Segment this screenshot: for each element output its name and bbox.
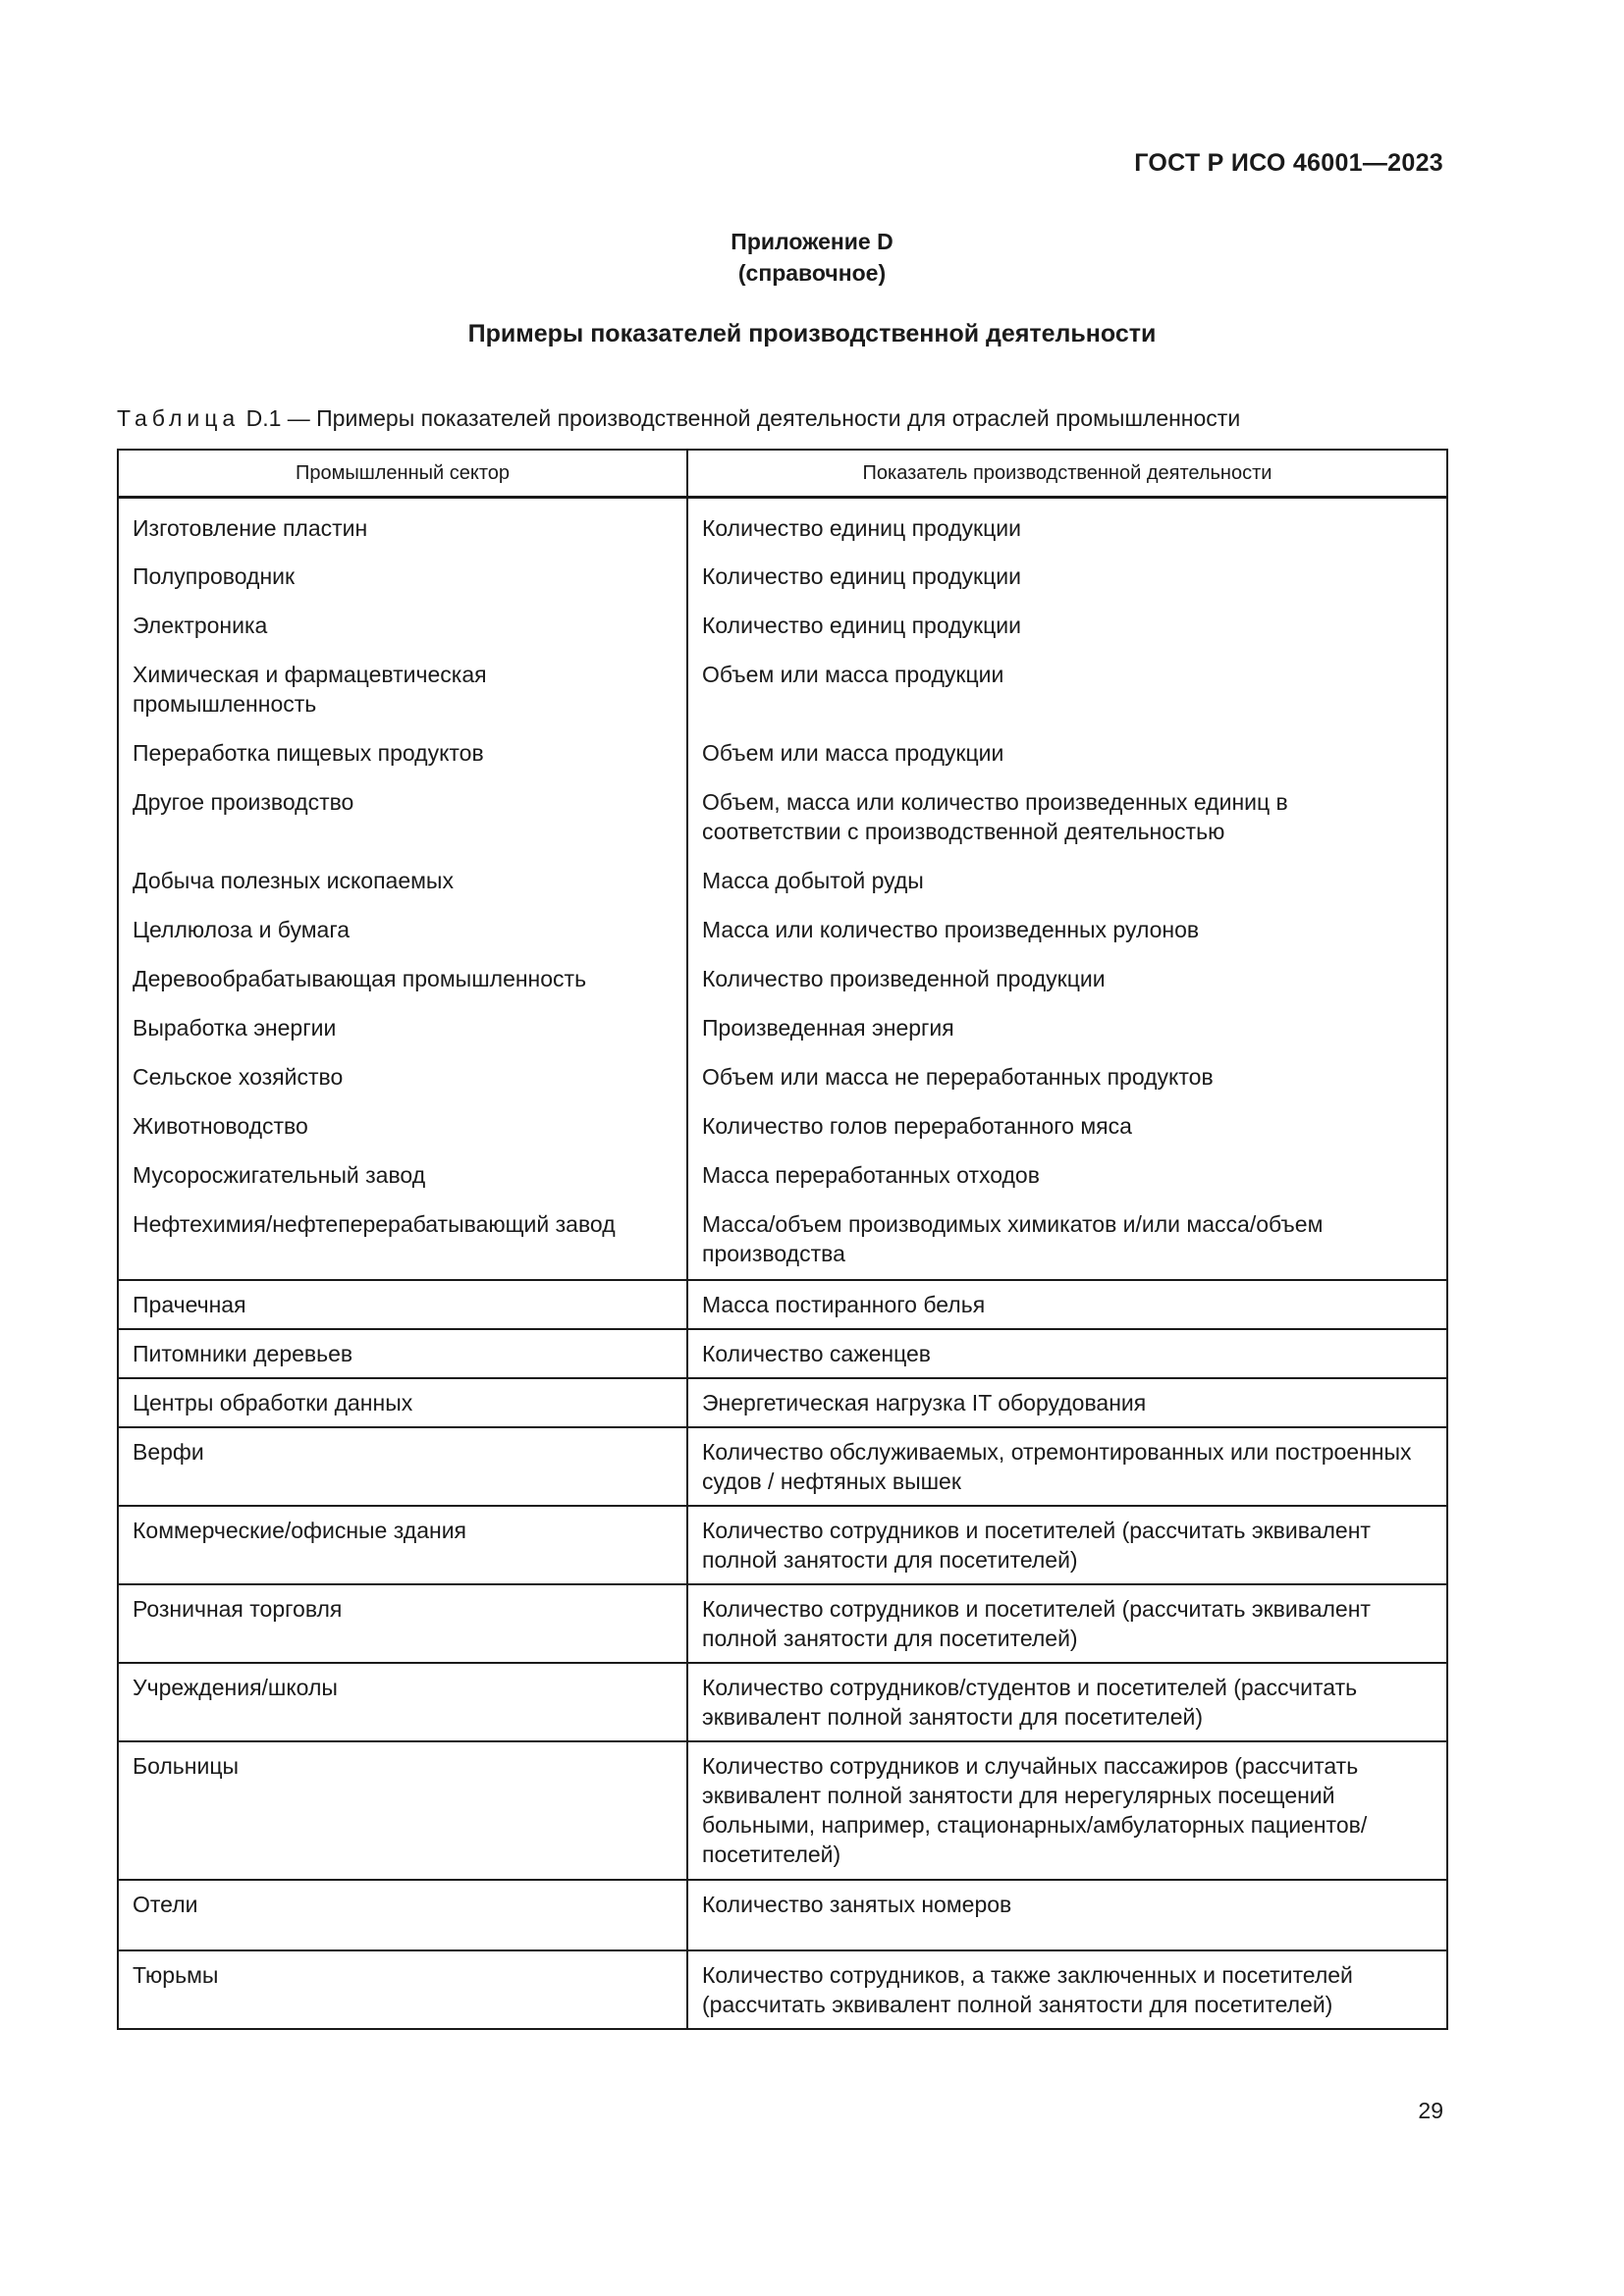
- indicator-cell: Количество саженцев: [687, 1329, 1447, 1378]
- table-row: [118, 651, 1447, 729]
- table-row: [118, 955, 1447, 1004]
- table-row: [118, 906, 1447, 955]
- indicator-cell: Количество сотрудников/студентов и посетителей (рассчитать эквивалент полной занятости для посетителей): [687, 1663, 1447, 1741]
- table-row: [118, 1053, 1447, 1102]
- indicator-cell: Количество голов переработанного мяса: [687, 1102, 1447, 1151]
- sector-cell: Питомники деревьев: [118, 1329, 687, 1378]
- indicator-cell: Количество единиц продукции: [687, 498, 1447, 553]
- sector-cell: Розничная торговля: [118, 1584, 687, 1663]
- indicator-cell: Объем или масса продукции: [687, 651, 1447, 729]
- sector-cell: Изготовление пластин: [118, 498, 687, 553]
- table-row: [118, 553, 1447, 602]
- indicator-cell: Количество произведенной продукции: [687, 955, 1447, 1004]
- table-row: [118, 1741, 1447, 1880]
- indicator-cell: Количество сотрудников, а также заключенных и посетителей (рассчитать эквивалент полной занятости для посетителей): [687, 1950, 1447, 2029]
- table-row: [118, 1280, 1447, 1329]
- indicator-cell: Масса/объем производимых химикатов и/или масса/объем производства: [687, 1201, 1447, 1280]
- table-row: [118, 778, 1447, 857]
- indicator-cell: Масса переработанных отходов: [687, 1151, 1447, 1201]
- indicator-cell: Масса постиранного белья: [687, 1280, 1447, 1329]
- sector-cell: Деревообрабатывающая промышленность: [118, 955, 687, 1004]
- indicator-cell: Объем или масса не переработанных продуктов: [687, 1053, 1447, 1102]
- sector-cell: Переработка пищевых продуктов: [118, 729, 687, 778]
- sector-cell: Животноводство: [118, 1102, 687, 1151]
- sector-cell: Электроника: [118, 602, 687, 651]
- table-row: [118, 857, 1447, 906]
- table-row: [118, 1329, 1447, 1378]
- table-caption-label: Таблица: [117, 405, 241, 431]
- table-row: [118, 1880, 1447, 1950]
- sector-cell: Коммерческие/офисные здания: [118, 1506, 687, 1584]
- sector-cell: Химическая и фармацевтическая промышленность: [118, 651, 687, 729]
- sector-cell: Прачечная: [118, 1280, 687, 1329]
- table-row: [118, 1102, 1447, 1151]
- table-row: [118, 1950, 1447, 2029]
- table-caption-text: D.1 — Примеры показателей производственной деятельности для отраслей промышленности: [245, 405, 1241, 431]
- table-row: [118, 602, 1447, 651]
- table-header-row: [118, 450, 1447, 498]
- indicators-table: [117, 449, 1448, 2030]
- indicator-cell: Объем или масса продукции: [687, 729, 1447, 778]
- table-row: [118, 729, 1447, 778]
- indicator-cell: Объем, масса или количество произведенных единиц в соответствии с производственной деятельностью: [687, 778, 1447, 857]
- column-header-indicator: Показатель производственной деятельности: [687, 450, 1447, 498]
- appendix-title: Приложение D: [731, 229, 893, 254]
- sector-cell: Нефтехимия/нефтеперерабатывающий завод: [118, 1201, 687, 1280]
- section-title: Примеры показателей производственной деятельности: [467, 320, 1157, 347]
- table-row: [118, 1584, 1447, 1663]
- appendix-heading: [0, 226, 1624, 289]
- table-row: [118, 498, 1447, 553]
- table-row: [118, 1004, 1447, 1053]
- indicator-cell: Количество единиц продукции: [687, 553, 1447, 602]
- sector-cell: Добыча полезных ископаемых: [118, 857, 687, 906]
- indicator-cell: Количество обслуживаемых, отремонтированных или построенных судов / нефтяных вышек: [687, 1427, 1447, 1506]
- page-number: 29: [1418, 2098, 1443, 2123]
- sector-cell: Сельское хозяйство: [118, 1053, 687, 1102]
- indicator-cell: Количество сотрудников и посетителей (рассчитать эквивалент полной занятости для посетителей): [687, 1584, 1447, 1663]
- sector-cell: Учреждения/школы: [118, 1663, 687, 1741]
- table-row: [118, 1506, 1447, 1584]
- indicator-cell: Энергетическая нагрузка IT оборудования: [687, 1378, 1447, 1427]
- indicator-cell: Количество занятых номеров: [687, 1880, 1447, 1950]
- sector-cell: Центры обработки данных: [118, 1378, 687, 1427]
- sector-cell: Полупроводник: [118, 553, 687, 602]
- table-row: [118, 1378, 1447, 1427]
- indicator-cell: Количество сотрудников и посетителей (рассчитать эквивалент полной занятости для посетителей): [687, 1506, 1447, 1584]
- sector-cell: Верфи: [118, 1427, 687, 1506]
- table-row: [118, 1201, 1447, 1280]
- table-row: [118, 1663, 1447, 1741]
- sector-cell: Больницы: [118, 1741, 687, 1880]
- sector-cell: Другое производство: [118, 778, 687, 857]
- column-header-sector: Промышленный сектор: [118, 450, 687, 498]
- document-code: ГОСТ Р ИСО 46001—2023: [1134, 149, 1443, 177]
- table-caption: [117, 405, 1240, 432]
- indicator-cell: Количество единиц продукции: [687, 602, 1447, 651]
- indicator-cell: Масса или количество произведенных рулонов: [687, 906, 1447, 955]
- indicator-cell: Произведенная энергия: [687, 1004, 1447, 1053]
- appendix-subtitle: (справочное): [737, 260, 887, 286]
- indicator-cell: Масса добытой руды: [687, 857, 1447, 906]
- sector-cell: Целлюлоза и бумага: [118, 906, 687, 955]
- indicator-cell: Количество сотрудников и случайных пассажиров (рассчитать эквивалент полной занятости для нерегулярных посещений больными, например, стационарных/амбулаторных пациентов/посетителей): [687, 1741, 1447, 1880]
- table-row: [118, 1151, 1447, 1201]
- sector-cell: Тюрьмы: [118, 1950, 687, 2029]
- table-row: [118, 1427, 1447, 1506]
- sector-cell: Отели: [118, 1880, 687, 1950]
- sector-cell: Мусоросжигательный завод: [118, 1151, 687, 1201]
- sector-cell: Выработка энергии: [118, 1004, 687, 1053]
